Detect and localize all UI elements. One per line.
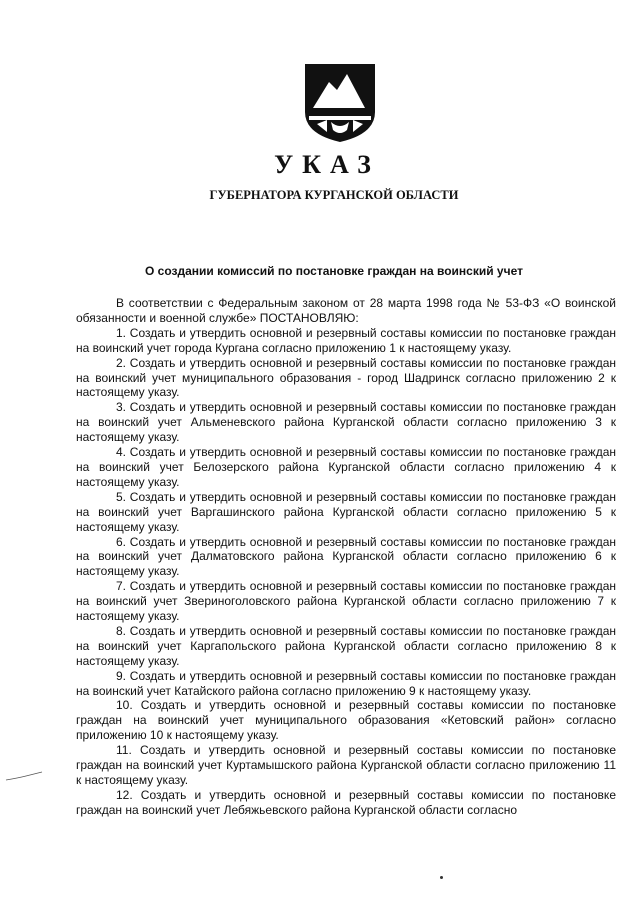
preamble-paragraph: В соответствии с Федеральным законом от 28 марта 1998 года № 53-ФЗ «О воинской обязанности и военной службе» ПОСТАНОВЛЯЮ: [76,296,616,325]
item-paragraph: 9. Создать и утвердить основной и резервный составы комиссии по постановке граждан на воинский учет Катайского района согласно приложению 9 к настоящему указу. [76,668,616,698]
margin-scribble-mark [4,770,44,782]
document-title: УКАЗ [274,150,380,179]
document-heading: О создании комиссий по постановке граждан на воинский учет [145,264,523,278]
item-paragraph: 6. Создать и утвердить основной и резервный составы комиссии по постановке граждан на воинский учет Далматовского района Курганской области согласно приложению 6 к настоящему указу. [76,534,616,579]
issuer-line: ГУБЕРНАТОРА КУРГАНСКОЙ ОБЛАСТИ [209,188,459,202]
item-paragraph: 1. Создать и утвердить основной и резервный составы комиссии по постановке граждан на воинский учет города Кургана согласно приложению 1 к настоящему указу. [76,325,616,355]
item-paragraph: 11. Создать и утвердить основной и резервный составы комиссии по постановке граждан на воинский учет Куртамышского района Курганской области согласно приложению 11 к настоящему указу. [76,743,616,787]
document-body [76,296,616,818]
item-paragraph: 8. Создать и утвердить основной и резервный составы комиссии по постановке граждан на воинский учет Каргапольского района Курганской области согласно приложению 8 к настоящему указу. [76,623,616,668]
item-paragraph: 3. Создать и утвердить основной и резервный составы комиссии по постановке граждан на воинский учет Альменевского района Курганской области согласно приложению 3 к настоящему указу. [76,400,616,445]
coat-of-arms-icon [301,60,379,144]
item-paragraph: 4. Создать и утвердить основной и резервный составы комиссии по постановке граждан на воинский учет Белозерского района Курганской области согласно приложению 4 к настоящему указу. [76,445,616,489]
item-paragraph: 12. Создать и утвердить основной и резервный составы комиссии по постановке граждан на воинский учет Лебяжьевского района Курганской области согласно [76,787,616,817]
item-paragraph: 5. Создать и утвердить основной и резервный составы комиссии по постановке граждан на воинский учет Варгашинского района Курганской области согласно приложению 5 к настоящему указу. [76,489,616,534]
item-paragraph: 7. Создать и утвердить основной и резервный составы комиссии по постановке граждан на воинский учет Звериноголовского района Курганской области согласно приложению 7 к настоящему указу. [76,579,616,624]
scan-dot-mark [440,876,443,879]
item-paragraph: 2. Создать и утвердить основной и резервный составы комиссии по постановке граждан на воинский учет муниципального образования - город Шадринск согласно приложению 2 к настоящему указу. [76,355,616,400]
item-paragraph: 10. Создать и утвердить основной и резервный составы комиссии по постановке граждан на воинский учет муниципального образования «Кетовский район» согласно приложению 10 к настоящему указу. [76,698,616,743]
